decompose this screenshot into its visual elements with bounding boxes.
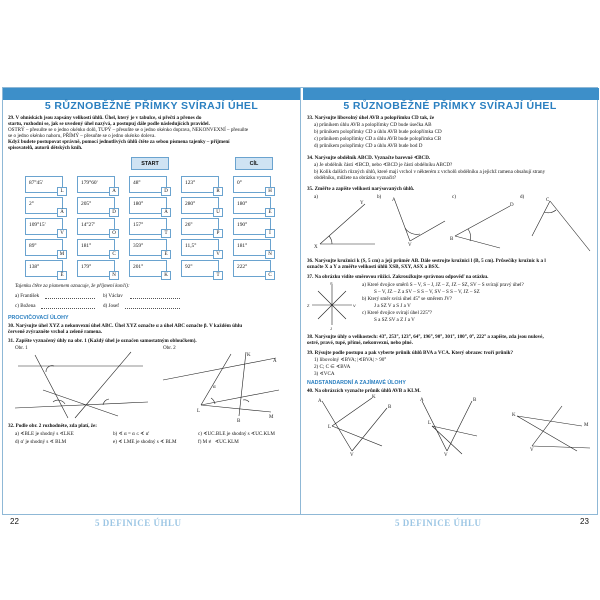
svg-text:Z: Z xyxy=(307,303,310,308)
name-option-d: d) Josef xyxy=(103,303,119,309)
grid-cell-angle: 26° xyxy=(185,222,193,228)
ex33-item-b: b) průnikem polopřímky CD a úhlu AVB bude polopřímka CD xyxy=(314,129,442,135)
grid-cell-letter: T xyxy=(161,229,171,238)
grid-cell-angle: 280° xyxy=(185,201,196,207)
ex30-line2: červeně zvýrazněte vrchol a zeleně ramena. xyxy=(8,329,103,335)
grid-cell-angle: 359° xyxy=(133,243,144,249)
ex37-line1: 37. Na obrázku vidíte směrovou růžici. Zakroužkujte správnou odpověď na otázku. xyxy=(307,274,489,280)
ex37-q3-options[interactable]: S a SZ SV a Z J a V xyxy=(374,317,415,323)
grid-cell xyxy=(233,176,271,193)
grid-cell xyxy=(181,218,219,235)
grid-cell-letter: U xyxy=(213,208,223,217)
svg-text:L: L xyxy=(197,409,201,414)
ex29-line4: se o jedno okénko nahoru, PŘÍMÝ – přesuňte se o jedno okénko doleva. xyxy=(8,133,156,139)
grid-cell xyxy=(25,239,63,256)
left-footer-title: 5 DEFINICE ÚHLU xyxy=(95,518,182,528)
grid-cell-angle: 181° xyxy=(81,243,92,249)
grid-cell-angle: 89° xyxy=(29,243,37,249)
svg-text:A: A xyxy=(318,399,322,404)
ex32-item-a: a) ∢BLE je shodný s ∢LKE xyxy=(15,431,74,437)
grid-cell-letter: L xyxy=(57,187,67,196)
svg-text:L: L xyxy=(328,425,332,430)
ex37-q1: a) Které dvojice směrů S – V, S – J, JZ – Z, JZ – SZ, SV – S svírají pravý úhel? xyxy=(362,282,524,288)
grid-cell xyxy=(233,239,271,256)
grid-cell xyxy=(181,239,219,256)
answer-line-c[interactable] xyxy=(41,308,95,309)
ex37-q2-options[interactable]: J a SZ V a S J a V xyxy=(374,303,411,309)
grid-cell-letter: Á xyxy=(57,208,67,217)
svg-text:L: L xyxy=(428,421,432,426)
grid-cell-angle: 201° xyxy=(133,264,144,270)
grid-cell-letter: R xyxy=(213,187,223,196)
grid-cell-angle: 138° xyxy=(29,264,40,270)
ex35-label-b: b) xyxy=(377,194,382,200)
name-option-b: b) Václav xyxy=(103,293,123,299)
svg-text:K: K xyxy=(512,413,516,418)
fig1-label: Obr. 1 xyxy=(15,345,28,351)
svg-text:B: B xyxy=(473,398,477,403)
grid-cell-letter: N xyxy=(265,250,275,259)
svg-text:Y: Y xyxy=(360,201,364,206)
grid-cell-letter: P xyxy=(213,229,223,238)
grid-cell-letter: N xyxy=(109,271,119,280)
grid-cell xyxy=(233,218,271,235)
ex39-item-1: 1) libovolný ∢BVA; |∢BVA| > 90° xyxy=(314,357,387,363)
grid-cell-letter: O xyxy=(109,229,119,238)
grid-cell-letter: K xyxy=(161,271,171,280)
grid-cell-letter: Í xyxy=(265,229,275,238)
grid-cell xyxy=(129,239,167,256)
ex38-line1: 38. Narýsujte úhly o velikostech: 43°, 253°, 123°, 64°, 196°, 90°, 301°, 180°, 0°, 222° a zapište, zda jsou nulové, xyxy=(307,334,544,340)
grid-cell-angle: 157° xyxy=(133,222,144,228)
ex37-q3: c) Které dvojice svírají úhel 225°? xyxy=(362,310,433,316)
grid-cell xyxy=(25,176,63,193)
grid-cell xyxy=(129,197,167,214)
grid-cell xyxy=(181,176,219,193)
grid-cell-letter: V xyxy=(213,250,223,259)
svg-text:B: B xyxy=(450,237,454,242)
ex30-line1: 30. Narýsujte úhel XYZ a nekonvexní úhel ABC. Úhel XYZ označte α a úhel ABC označte β. V každém úhlu xyxy=(8,323,243,329)
grid-cell-angle: 179°60' xyxy=(81,180,98,186)
ex32-item-b: b) ∢ α = α ≤ ∢ α' xyxy=(113,431,150,437)
grid-cell xyxy=(25,260,63,277)
ex39-item-3: 3) ∢VCA xyxy=(314,371,335,377)
grid-cell-letter: C xyxy=(265,271,275,280)
ex34-item-b2: obdélníku, můžete na obrázku vyznačit? xyxy=(314,175,397,181)
grid-cell-angle: 0° xyxy=(237,180,242,186)
answer-line-b[interactable] xyxy=(130,298,180,299)
ex29-line2: startu, rozhodni se, jak se uvedený úhel nazývá, a postupuj dále podle následujících pravidel. xyxy=(8,121,210,127)
grid-cell-letter: D xyxy=(161,187,171,196)
ex32-item-f: f) M ≢ ∢UC.KLM xyxy=(198,439,239,445)
svg-text:D: D xyxy=(510,203,514,208)
grid-cell-angle: 14°27' xyxy=(81,222,95,228)
grid-cell xyxy=(233,260,271,277)
grid-cell xyxy=(77,218,115,235)
start-label: START xyxy=(131,157,169,170)
ex35-label-a: a) xyxy=(314,194,318,200)
ex29-line6: spisovatelů, autorů dětských knih. xyxy=(8,145,83,151)
svg-text:B: B xyxy=(388,405,392,410)
name-option-a: a) František xyxy=(15,293,40,299)
ex29-line5: Když budete postupovat správně, pomocí jednotlivých úhlů čtěte za sebou písmena tajenky – příjmení xyxy=(8,139,230,145)
ex34-item-b: b) Kolik dalších různých úhlů, které mají vrchol v některém z vrcholů obdélníku a jejichž ramena obsahují strany xyxy=(314,169,546,175)
fig2-label: Obr. 2 xyxy=(163,345,176,351)
name-option-c: c) Božena xyxy=(15,303,36,309)
svg-text:K: K xyxy=(247,353,251,358)
svg-text:M: M xyxy=(269,415,274,420)
grid-cell xyxy=(77,176,115,193)
svg-text:A: A xyxy=(420,398,424,403)
ex38-line2: ostré, pravé, tupé, přímé, nekonvexní, nebo plné. xyxy=(307,340,413,346)
grid-cell-angle: 179° xyxy=(81,264,92,270)
ex29-line1: 29. V ohnískách jsou zapsány velikosti úhlů. Úhel, který je v tabulce, si přečti a přenes do xyxy=(8,115,202,121)
grid-cell xyxy=(129,218,167,235)
grid-cell-letter: D xyxy=(109,208,119,217)
svg-text:C: C xyxy=(546,198,550,203)
grid-cell xyxy=(129,176,167,193)
ex33-item-a: a) průnikem úhlu AVB a polopřímky CD bude úsečka AB xyxy=(314,122,432,128)
grid-cell-angle: 11,5° xyxy=(185,243,197,249)
page-frame xyxy=(2,87,598,515)
grid-cell xyxy=(25,197,63,214)
ex32-item-c: c) ∢UC.BLE je shodný s ∢UC.KLM xyxy=(198,431,275,437)
left-page xyxy=(3,88,301,514)
grid-cell-angle: 87°45' xyxy=(29,180,43,186)
ex40-line1: 40. Na obrázcích vyznačte průnik úhlů AVB a KLM. xyxy=(307,388,421,394)
ex35-label-d: d) xyxy=(520,194,525,200)
svg-text:A: A xyxy=(273,359,277,364)
svg-text:V: V xyxy=(408,243,412,248)
ex35-label-c: c) xyxy=(452,194,456,200)
right-footer-title: 5 DEFINICE ÚHLU xyxy=(395,518,482,528)
left-page-title: 5 RŮZNOBĚŽNÉ PŘÍMKY SVÍRAJÍ ÚHEL xyxy=(44,100,259,112)
grid-cell xyxy=(181,260,219,277)
ex40-figures xyxy=(312,396,592,456)
svg-text:V: V xyxy=(353,303,356,308)
grid-cell xyxy=(25,218,63,235)
svg-text:M: M xyxy=(584,423,589,428)
ex32-item-d: d) α' je shodný s ∢ BLM xyxy=(15,439,67,445)
answer-line-a[interactable] xyxy=(45,298,95,299)
grid-cell-letter: E xyxy=(161,250,171,259)
grid-cell-letter: C xyxy=(109,250,119,259)
answer-line-d[interactable] xyxy=(125,308,180,309)
ex37-q2: b) Který směr svírá úhel 45° se směrem JV? xyxy=(362,296,453,302)
grid-cell-angle: 2° xyxy=(29,201,34,207)
right-page-title: 5 RŮZNOBĚŽNÉ PŘÍMKY SVÍRAJÍ ÚHEL xyxy=(343,100,557,112)
svg-text:X: X xyxy=(314,245,318,250)
ex29-hint: Tajenku čtěte za písmenem oznacuje, že příjmení končí): xyxy=(15,283,130,289)
ex36-line2: označte X a Y a změřte velikosti úhlů XSB, SXY, ASX a BSX. xyxy=(307,264,440,270)
ex39-line1: 39. Rýsujte podle postupu a pak vyberte průnik úhlů BVA a VCA. Který obrazec tvoří průnik? xyxy=(307,350,513,356)
ex35-angles xyxy=(310,196,595,254)
grid-cell-letter: M xyxy=(57,250,67,259)
grid-cell-angle: 181° xyxy=(237,243,248,249)
grid-cell-letter: T xyxy=(213,271,223,280)
right-page xyxy=(302,88,598,514)
figure-2 xyxy=(161,350,286,424)
grid-cell-angle: 92° xyxy=(185,264,193,270)
grid-cell-letter: V xyxy=(57,229,67,238)
section-fun: NADSTANDARDNÍ A ZAJÍMAVÉ ÚLOHY xyxy=(307,380,406,386)
grid-cell-angle: 180° xyxy=(237,201,248,207)
grid-cell-letter: A xyxy=(109,187,119,196)
ex32-item-e: e) ∢ LME je shodný s ∢ BLM xyxy=(113,439,177,445)
section-practice: PROCVIČOVACÍ ÚLOHY xyxy=(8,315,69,321)
ex29-line3: OSTRÝ – přesuňte se o jedno okénko dolů, TUPÝ – přesuňte se o jedno okénko doprava, NEKONVEXNÍ – přesuňte xyxy=(8,127,249,133)
grid-cell-letter: Ě xyxy=(57,271,67,280)
svg-text:B: B xyxy=(237,419,241,424)
grid-cell xyxy=(77,260,115,277)
grid-cell-angle: 190° xyxy=(237,222,248,228)
ex32-line1: 32. Podle obr. 2 rozhodněte, zda platí, že: xyxy=(8,423,97,429)
grid-cell xyxy=(77,239,115,256)
ex37-q1-options[interactable]: S – V, JZ – Z a SV – S S – V, SV – S S – V, JZ – SZ xyxy=(374,289,480,295)
grid-cell xyxy=(77,197,115,214)
grid-cell-letter: H xyxy=(265,187,275,196)
grid-cell xyxy=(181,197,219,214)
svg-text:A: A xyxy=(392,198,396,203)
grid-cell xyxy=(233,197,271,214)
right-page-number: 23 xyxy=(580,517,589,526)
svg-text:S: S xyxy=(330,281,333,286)
ex36-line1: 36. Narýsujte kružnici k (S, 5 cm) a její průměr AB. Dále sestrojte kružnici l (B, 5 cm). Průsečíky kružnic k a l xyxy=(307,258,546,264)
svg-text:V: V xyxy=(530,448,534,453)
grid-cell-angle: 109°15' xyxy=(29,222,46,228)
svg-text:V: V xyxy=(350,453,354,458)
grid-cell xyxy=(129,260,167,277)
ex33-line1: 33. Narýsujte libovolný úhel AVB a polopřímku CD tak, že xyxy=(307,115,435,121)
grid-cell-angle: 123° xyxy=(185,180,196,186)
finish-label: CÍL xyxy=(235,157,273,170)
svg-text:J: J xyxy=(330,326,332,331)
ex31-line1: 31. Zapište vyznačený úhly na obr. 1 (Každý úhel je označen samostatným obloučkem). xyxy=(8,338,197,344)
ex34-item-a: a) Je obdélník částí ∢BCD, nebo ∢BCD je částí obdélníku ABCD? xyxy=(314,162,453,168)
svg-text:α: α xyxy=(213,385,216,390)
figure-1 xyxy=(13,350,153,420)
grid-cell-angle: 180° xyxy=(133,201,144,207)
left-page-number: 22 xyxy=(10,517,19,526)
ex34-line1: 34. Narýsujte obdélník ABCD. Vyznačte barevně ∢BCD. xyxy=(307,155,431,161)
grid-cell-letter: E xyxy=(265,208,275,217)
ex33-item-d: d) průnikem polopřímky CD a úhlu AVB bude bod D xyxy=(314,143,423,149)
ex33-item-c: c) průnikem polopřímky CD a úhlu AVB bude polopřímka CB xyxy=(314,136,442,142)
ex35-line1: 35. Změřte a zapište velikosti narýsovaných úhlů. xyxy=(307,186,415,192)
grid-cell-angle: 205° xyxy=(81,201,92,207)
grid-cell-angle: 48° xyxy=(133,180,141,186)
grid-cell-letter: Á xyxy=(161,208,171,217)
svg-text:V: V xyxy=(444,453,448,458)
svg-text:K: K xyxy=(372,395,376,400)
grid-cell-angle: 222° xyxy=(237,264,248,270)
ex39-item-2: 2) C; C ∈ ∢BVA xyxy=(314,364,351,370)
compass-rose xyxy=(307,281,356,331)
